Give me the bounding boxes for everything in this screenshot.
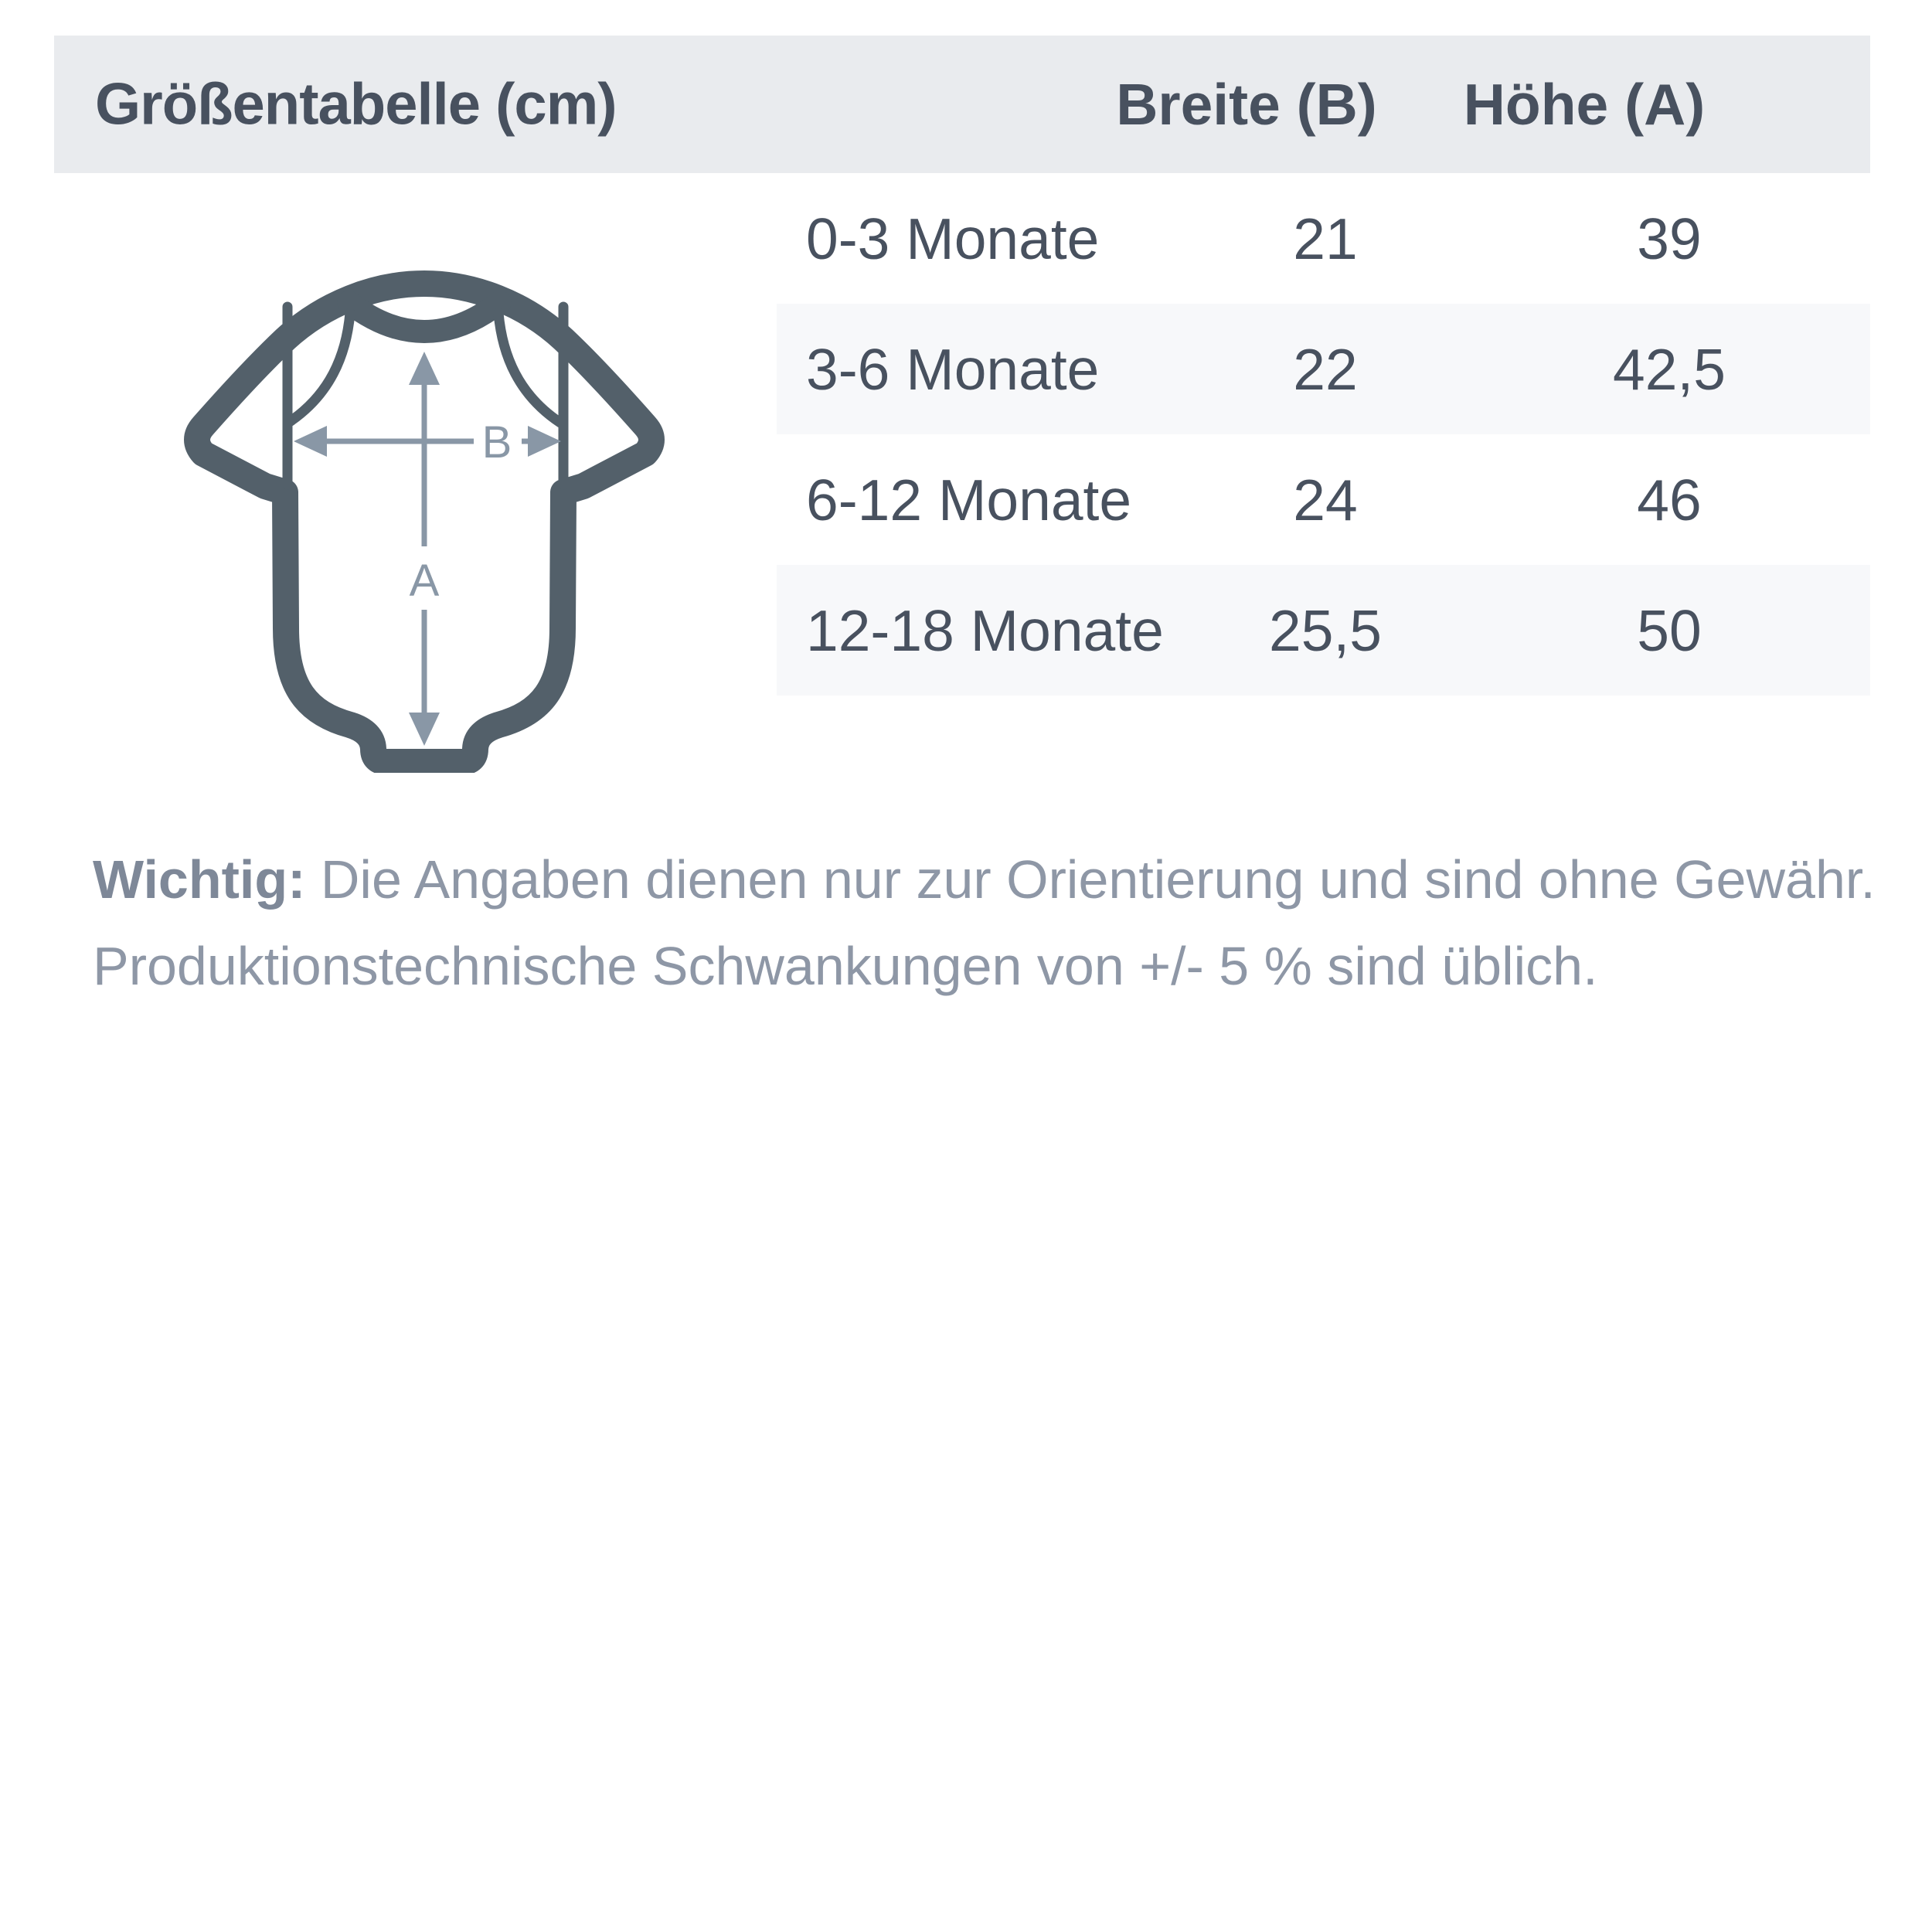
measurement-arrows <box>294 352 561 746</box>
row-label: 12-18 Monate <box>806 597 1164 663</box>
table-header <box>54 36 1870 173</box>
column-header-breite: Breite (B) <box>1116 72 1377 137</box>
table-row <box>777 565 1870 696</box>
arrowhead-left-icon <box>294 426 327 457</box>
arrow-heads <box>294 352 561 746</box>
disclaimer-bold-prefix: Wichtig: <box>93 849 306 910</box>
collar-arc <box>349 302 500 332</box>
disclaimer-line-1: Wichtig: Die Angaben dienen nur zur Orientierung und sind ohne Gewähr. <box>93 849 1876 910</box>
table-row <box>777 434 1870 565</box>
row-breite-value: 21 <box>1293 206 1358 271</box>
disclaimer-line-2: Produktionstechnische Schwankungen von +/- 5 % sind üblich. <box>93 936 1598 996</box>
row-label: 0-3 Monate <box>806 206 1100 271</box>
row-breite-value: 22 <box>1293 336 1358 402</box>
row-label: 3-6 Monate <box>806 336 1100 402</box>
height-measure-label: A <box>409 556 440 606</box>
column-header-hoehe: Höhe (A) <box>1463 72 1706 137</box>
row-breite-value: 24 <box>1293 467 1358 532</box>
row-hoehe-value: 39 <box>1637 206 1702 271</box>
disclaimer-note <box>93 836 1886 1009</box>
arrowhead-down-icon <box>409 713 440 746</box>
row-label: 6-12 Monate <box>806 467 1132 532</box>
bodysuit-measurement-diagram <box>172 267 679 773</box>
row-hoehe-value: 50 <box>1637 597 1702 663</box>
table-row <box>777 304 1870 434</box>
arrowhead-right-icon <box>528 426 561 457</box>
page-title: Größentabelle (cm) <box>95 71 617 138</box>
arrowhead-up-icon <box>409 352 440 385</box>
table-row <box>777 173 1870 304</box>
row-hoehe-value: 42,5 <box>1613 336 1726 402</box>
row-breite-value: 25,5 <box>1269 597 1382 663</box>
width-measure-label: B <box>481 417 512 468</box>
size-table-body <box>777 173 1870 696</box>
row-hoehe-value: 46 <box>1637 467 1702 532</box>
